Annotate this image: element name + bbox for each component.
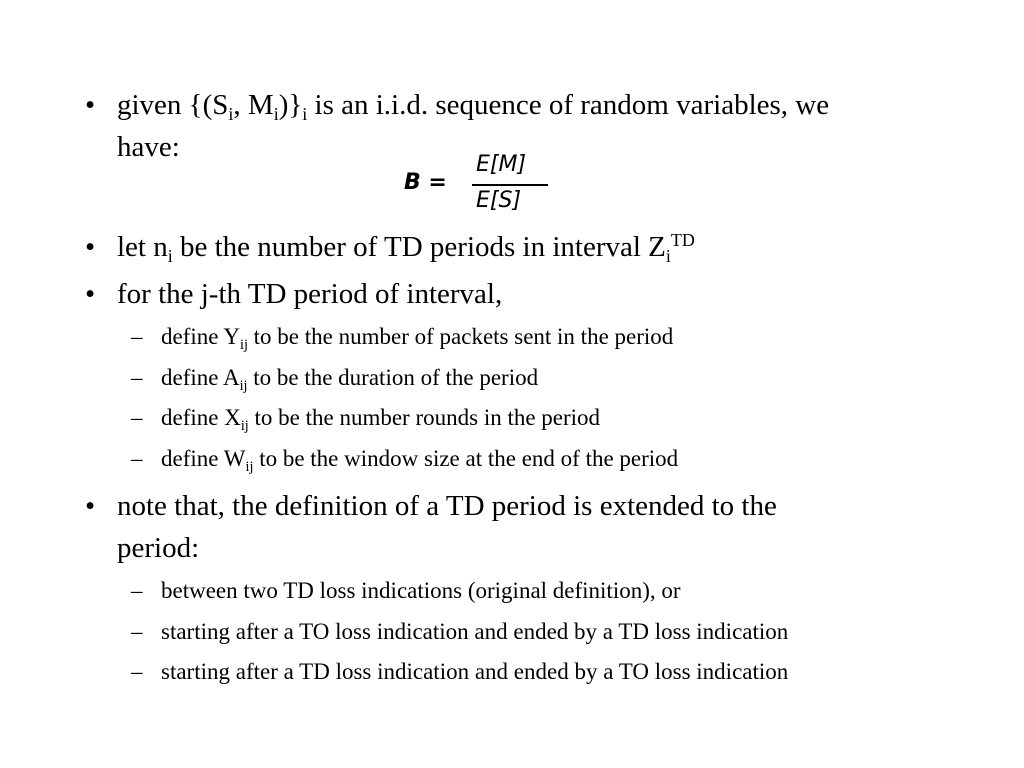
formula-numerator: E[M] xyxy=(476,152,527,177)
formula-b-equals xyxy=(400,148,550,218)
bullet-text-line2: period: xyxy=(117,532,200,564)
sub-bullet-marker: – xyxy=(131,365,143,390)
bullet-text-line1: note that, the definition of a TD period is extended to the xyxy=(117,490,777,522)
sub-bullet-marker: – xyxy=(131,405,143,430)
bullet-marker: • xyxy=(85,278,96,310)
sub-bullet-text: define $Y_{ij}$ to be the number of packets sent in the period xyxy=(161,324,674,353)
bullet-text: for the j-th TD period of interval, xyxy=(117,278,503,310)
sub-bullet-text: between two TD loss indications (original definition), or xyxy=(161,578,681,603)
bullet-text: let $n_i$ be the number of TD periods in interval $Z_i^{TD}$ xyxy=(117,230,695,266)
sub-bullet-marker: – xyxy=(131,619,143,644)
formula-denominator: E[S] xyxy=(476,188,522,213)
fraction-bar xyxy=(472,184,548,186)
sub-bullet-text: define $X_{ij}$ to be the number rounds in the period xyxy=(161,405,601,434)
bullet-marker: • xyxy=(85,490,96,522)
sub-bullet-marker: – xyxy=(131,446,143,471)
sub-bullet-text: define $W_{ij}$ to be the window size at the end of the period xyxy=(161,446,679,475)
sub-bullet-marker: – xyxy=(131,659,143,684)
bullet-marker: • xyxy=(85,89,96,121)
bullet-marker: • xyxy=(85,231,96,263)
sub-bullet-marker: – xyxy=(131,324,143,349)
bullet-text-line2: have: xyxy=(117,131,180,163)
sub-bullet-text: define $A_{ij}$ to be the duration of the period xyxy=(161,365,539,394)
bullet-text-line1: given {($S_i$, $M_i)\}_i$ is an i.i.d. sequence of random variables, we xyxy=(117,89,830,124)
formula-lhs: B = xyxy=(404,170,447,195)
sub-bullet-text: starting after a TD loss indication and ended by a TO loss indication xyxy=(161,659,789,684)
sub-bullet-text: starting after a TO loss indication and ended by a TD loss indication xyxy=(161,619,789,644)
sub-bullet-marker: – xyxy=(131,578,143,603)
